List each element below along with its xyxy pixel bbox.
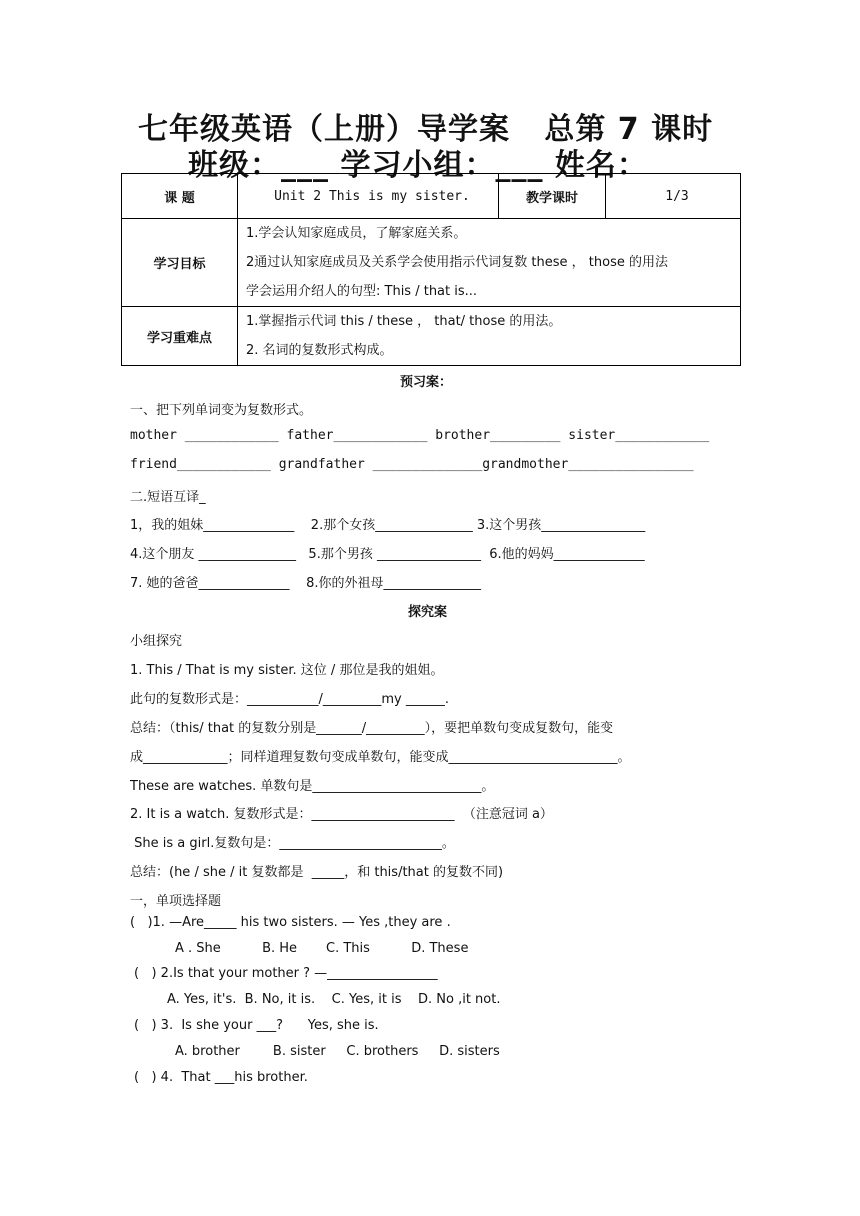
goals-label: 学习目标: [122, 219, 238, 307]
plural-words-row: mother ____________ father____________ brother_________ sister____________: [130, 428, 710, 443]
plural-words-row: friend____________ grandfather ______________grandmother________________: [130, 457, 694, 472]
quiz-question: ( ) 2.Is that your mother ? —_________________: [134, 966, 438, 981]
phrase-row: 4.这个朋友 _______________ 5.那个男孩 ________________ 6.他的妈妈______________: [130, 547, 645, 562]
explore-line: 2. It is a watch. 复数形式是：______________________ （注意冠词 a）: [130, 807, 553, 822]
explore-line: 总结：(he / she / it 复数都是 _____，和 this/that 的复数不同): [130, 865, 504, 880]
quiz-question: ( ) 4. That ___his brother.: [134, 1070, 308, 1085]
goal-item: 2通过认知家庭成员及关系学会使用指示代词复数 these ， those 的用法: [246, 255, 668, 270]
explore-line: 此句的复数形式是：___________/_________my ______.: [130, 692, 450, 707]
quiz-heading: 一，单项选择题: [130, 894, 222, 909]
explore-line: These are watches. 单数句是__________________________。: [130, 779, 495, 794]
page-title: 七年级英语（上册）导学案 总第 7 课时: [138, 112, 714, 147]
phrase-row: 7. 她的爸爸______________ 8.你的外祖母_______________: [130, 576, 481, 591]
preview-part2-heading: 二.短语互译_: [130, 490, 206, 505]
student-info-line: 班级：___ 学习小组：___ 姓名：: [188, 148, 648, 183]
preview-section-title: 预习案：: [400, 375, 453, 390]
quiz-options: A. brother B. sister C. brothers D. sisters: [175, 1044, 500, 1059]
quiz-question: ( )1. —Are_____ his two sisters. — Yes ,they are .: [130, 915, 451, 930]
keypoint-item: 1.掌握指示代词 this / these ， that/ those 的用法。: [246, 314, 562, 329]
lesson-info-table: [121, 173, 741, 366]
period-value: 1/3: [606, 174, 741, 219]
quiz-question: ( ) 3. Is she your ___? Yes, she is.: [134, 1018, 379, 1033]
topic-value: Unit 2 This is my sister.: [238, 174, 499, 219]
group-explore-heading: 小组探究: [130, 634, 183, 649]
goal-item: 学会运用介绍人的句型: This / that is...: [246, 284, 478, 299]
quiz-options: A . She B. He C. This D. These: [175, 941, 469, 956]
phrase-row: 1，我的姐妹______________ 2.那个女孩_______________ 3.这个男孩________________: [130, 518, 646, 533]
preview-part1-heading: 一、把下列单词变为复数形式。: [130, 403, 313, 418]
keypoints-list: [238, 307, 741, 366]
explore-line: 1. This / That is my sister. 这位 / 那位是我的姐姐。: [130, 663, 444, 678]
goal-item: 1.学会认知家庭成员，了解家庭关系。: [246, 226, 467, 241]
keypoints-label: 学习重难点: [122, 307, 238, 366]
period-label: 教学课时: [499, 174, 606, 219]
keypoint-item: 2. 名词的复数形式构成。: [246, 343, 393, 358]
quiz-options: A. Yes, it's. B. No, it is. C. Yes, it is D. No ,it not.: [167, 992, 501, 1007]
explore-section-title: 探究案: [408, 605, 448, 620]
topic-label: 课 题: [122, 174, 238, 219]
explore-line: 成_____________；同样道理复数句变成单数句，能变成__________________________。: [130, 750, 631, 765]
explore-line: She is a girl.复数句是：_________________________。: [130, 836, 455, 851]
explore-line: 总结：（this/ that 的复数分别是_______/_________），要把单数句变成复数句，能变: [130, 721, 614, 736]
goals-list: [238, 219, 741, 307]
